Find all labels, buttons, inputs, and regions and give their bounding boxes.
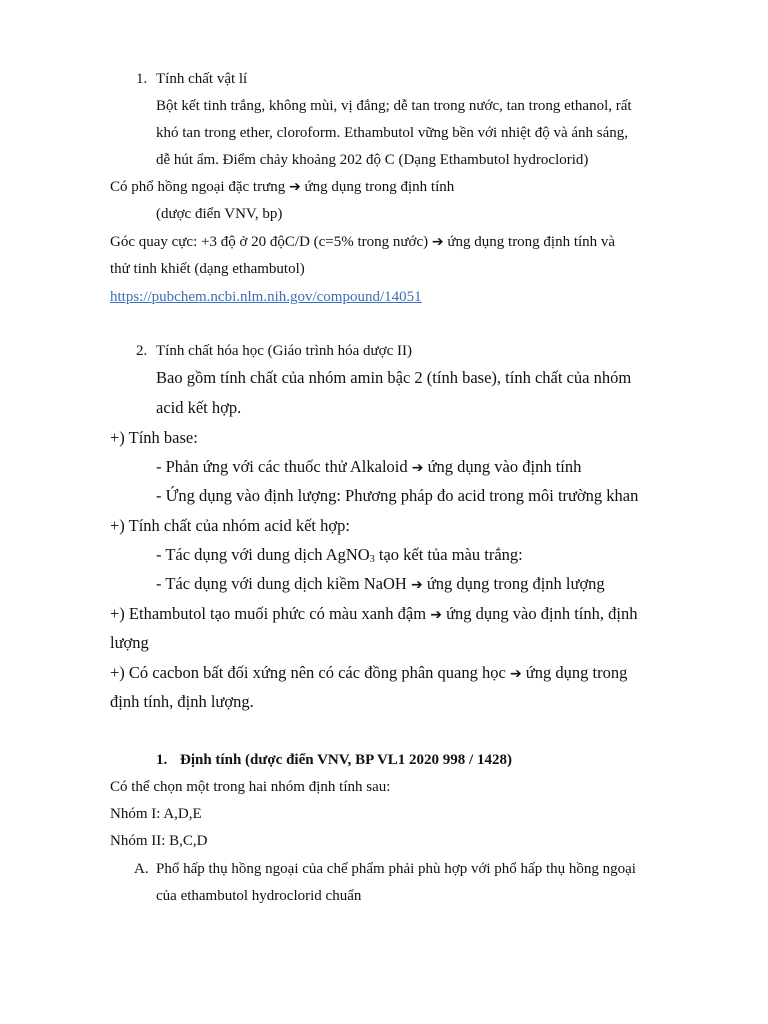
list-letter: A.: [134, 861, 149, 877]
subscript: 3: [369, 554, 375, 565]
rotation-line: [110, 232, 615, 252]
text: - Tác dụng với dung dịch kiềm NaOH: [156, 574, 407, 593]
paragraph-line: dễ hút ẩm. Điểm chảy khoảng 202 độ C (Dạng Ethambutol hydroclorid): [156, 152, 589, 168]
base-item: - Ứng dụng vào định lượng: Phương pháp đo acid trong môi trường khan: [156, 486, 639, 505]
section-title: Tính chất hóa học (Giáo trình hóa dược II): [156, 343, 412, 359]
reference-text: (dược điển VNV, bp): [156, 206, 283, 222]
text: Có phổ hồng ngoại đặc trưng: [110, 179, 286, 195]
paragraph-line: của ethambutol hydroclorid chuẩn: [156, 888, 362, 904]
right-arrow-icon: ➔: [411, 460, 424, 476]
list-number: 1.: [156, 752, 168, 768]
complex-line: [110, 604, 637, 625]
paragraph-line: lượng: [110, 633, 149, 652]
list-number: 2.: [136, 343, 148, 359]
text: ứng dụng trong: [525, 663, 628, 682]
chiral-line: [110, 663, 627, 684]
paragraph-line: thử tinh khiết (dạng ethambutol): [110, 261, 305, 277]
text: ứng dụng trong định lượng: [426, 574, 605, 593]
text: Phổ hấp thụ hồng ngoại của chế phẩm phải phù hợp với phổ hấp thụ hồng ngoại: [156, 861, 636, 877]
paragraph-line: định tính, định lượng.: [110, 692, 254, 711]
acid-item: [156, 574, 605, 595]
text: +) Ethambutol tạo muối phức có màu xanh đậm: [110, 604, 427, 623]
paragraph-line: Có thể chọn một trong hai nhóm định tính sau:: [110, 779, 391, 795]
text: Góc quay cực: +3 độ ở 20 độC/D (c=5% trong nước): [110, 234, 429, 250]
paragraph-line: Bao gồm tính chất của nhóm amin bậc 2 (tính base), tính chất của nhóm: [156, 368, 632, 387]
text: tạo kết tủa màu trắng:: [374, 545, 523, 564]
text: ứng dụng trong định tính và: [447, 234, 616, 250]
right-arrow-icon: ➔: [288, 179, 301, 195]
acid-item: [156, 545, 523, 565]
group-line: Nhóm I: A,D,E: [110, 806, 202, 822]
base-header: +) Tính base:: [110, 428, 198, 447]
text: +) Có cacbon bất đối xứng nên có các đồng phân quang học: [110, 663, 506, 682]
section-title: Tính chất vật lí: [156, 71, 248, 87]
right-arrow-icon: ➔: [430, 607, 442, 623]
ir-line: [110, 177, 454, 197]
group-line: Nhóm II: B,C,D: [110, 833, 208, 849]
base-item: [156, 457, 581, 478]
text: ứng dụng vào định tính: [427, 457, 582, 476]
paragraph-line: khó tan trong ether, cloroform. Ethambutol vững bền với nhiệt độ và ánh sáng,: [156, 125, 629, 141]
text: - Tác dụng với dung dịch AgNO: [156, 545, 370, 564]
right-arrow-icon: ➔: [509, 666, 522, 682]
text: ứng dụng trong định tính: [304, 179, 455, 195]
acid-header: +) Tính chất của nhóm acid kết hợp:: [110, 516, 350, 535]
pubchem-link[interactable]: https://pubchem.ncbi.nlm.nih.gov/compound/14051: [110, 289, 422, 305]
text: - Phản ứng với các thuốc thử Alkaloid: [156, 457, 408, 476]
text: ứng dụng vào định tính, định: [446, 604, 638, 623]
paragraph-line: acid kết hợp.: [156, 398, 242, 417]
right-arrow-icon: ➔: [410, 577, 423, 593]
paragraph-line: Bột kết tinh trắng, không mùi, vị đắng; dễ tan trong nước, tan trong ethanol, rất: [156, 98, 632, 114]
right-arrow-icon: ➔: [431, 234, 444, 250]
list-number: 1.: [136, 71, 148, 87]
section-title: Định tính (dược điển VNV, BP VL1 2020 998 / 1428): [180, 752, 512, 768]
